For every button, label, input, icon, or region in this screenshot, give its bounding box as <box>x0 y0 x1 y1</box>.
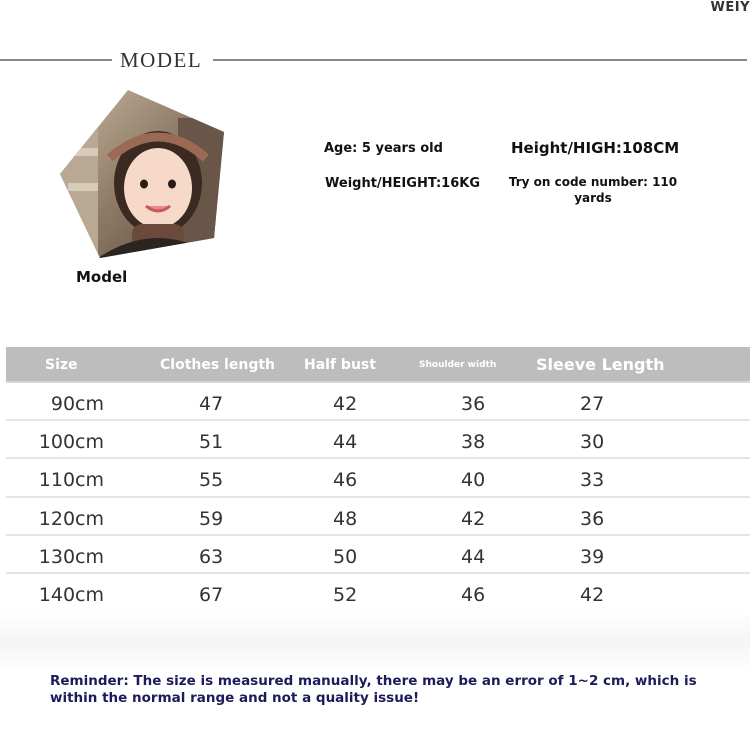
cell-clothes-length: 59 <box>199 507 224 530</box>
size-reminder-note: Reminder: The size is measured manually, there may be an error of 1~2 cm, which is within the normal range and not a quality issue! <box>50 673 697 706</box>
cell-half-bust: 42 <box>333 393 358 415</box>
table-row <box>6 383 750 421</box>
cell-size: 90cm <box>50 393 104 415</box>
cell-half-bust: 46 <box>333 469 358 492</box>
cell-half-bust: 52 <box>333 583 358 606</box>
cell-clothes-length: 47 <box>199 393 224 415</box>
header-sleeve-length: Sleeve Length <box>536 355 665 374</box>
header-clothes-length: Clothes length <box>160 357 275 373</box>
table-body <box>6 383 750 612</box>
cell-size: 110cm <box>38 469 104 492</box>
model-section-heading: MODEL <box>120 48 203 72</box>
cell-clothes-length: 67 <box>199 583 224 606</box>
model-height: Height/HIGH:108CM <box>511 139 680 157</box>
cell-sleeve-length: 33 <box>580 469 605 492</box>
cell-shoulder-width: 42 <box>461 507 486 530</box>
model-photo-image <box>58 88 226 258</box>
cell-size: 130cm <box>38 545 104 568</box>
heading-rule-right <box>213 59 747 61</box>
header-shoulder-width: Shoulder width <box>419 360 497 370</box>
table-bottom-fade <box>0 612 750 672</box>
brand-logo-text: WEIY <box>710 0 750 15</box>
table-header-row <box>6 347 750 383</box>
cell-half-bust: 44 <box>333 431 358 454</box>
heading-rule-left <box>0 59 112 61</box>
cell-shoulder-width: 40 <box>461 469 486 492</box>
cell-clothes-length: 63 <box>199 545 224 568</box>
cell-half-bust: 50 <box>333 545 358 568</box>
cell-half-bust: 48 <box>333 507 358 530</box>
table-row <box>6 459 750 497</box>
model-weight: Weight/HEIGHT:16KG <box>325 176 481 191</box>
cell-shoulder-width: 46 <box>461 583 486 606</box>
cell-size: 100cm <box>38 431 104 454</box>
cell-sleeve-length: 36 <box>580 507 605 530</box>
cell-clothes-length: 55 <box>199 469 224 492</box>
cell-sleeve-length: 27 <box>580 393 605 415</box>
header-size: Size <box>45 357 78 373</box>
model-age: Age: 5 years old <box>324 141 443 156</box>
cell-sleeve-length: 30 <box>580 431 605 454</box>
cell-clothes-length: 51 <box>199 431 224 454</box>
cell-sleeve-length: 39 <box>580 545 605 568</box>
model-tryon-size: Try on code number: 110 yards <box>508 175 678 205</box>
cell-shoulder-width: 44 <box>461 545 486 568</box>
model-caption: Model <box>76 268 128 286</box>
size-chart-table <box>6 347 750 612</box>
model-photo <box>58 88 226 258</box>
table-row <box>6 536 750 574</box>
table-row <box>6 574 750 612</box>
cell-size: 120cm <box>38 507 104 530</box>
table-row <box>6 498 750 536</box>
header-half-bust: Half bust <box>304 357 376 373</box>
cell-shoulder-width: 36 <box>461 393 486 415</box>
cell-shoulder-width: 38 <box>461 431 486 454</box>
table-row <box>6 421 750 459</box>
cell-size: 140cm <box>38 583 104 606</box>
cell-sleeve-length: 42 <box>580 583 605 606</box>
